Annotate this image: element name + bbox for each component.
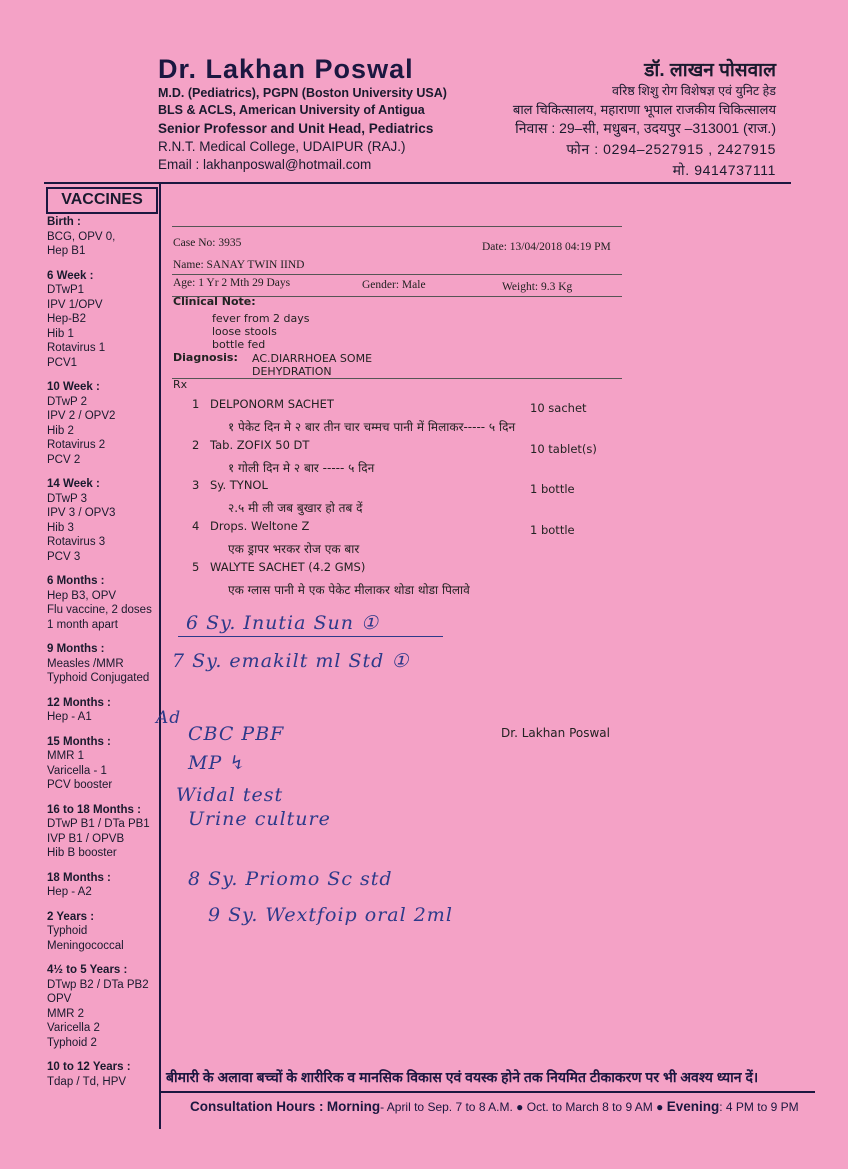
medication-dosage: १ पेकेट दिन मे २ बार तीन चार चम्मच पानी में मिलाकर----- ५ दिन bbox=[228, 420, 516, 434]
hindi-hospital: बाल चिकित्सालय, महाराणा भूपाल राजकीय चिकित्सालय bbox=[512, 102, 776, 117]
doctor-name-hindi: डॉ. लाखन पोसवाल bbox=[644, 60, 776, 81]
patient-name: Name: SANAY TWIN IIND bbox=[173, 259, 305, 271]
vaccine-item: Hep-B2 bbox=[47, 313, 86, 325]
handwritten-investigation: CBC PBF bbox=[188, 723, 285, 745]
vaccine-age-heading: 14 Week : bbox=[47, 478, 100, 490]
hindi-mobile: मो. 9414737111 bbox=[672, 162, 776, 178]
visit-date: Date: 13/04/2018 04:19 PM bbox=[482, 241, 611, 253]
vaccine-item: Typhoid 2 bbox=[47, 1036, 97, 1049]
patient-age: Age: 1 Yr 2 Mth 29 Days bbox=[173, 277, 291, 289]
vaccine-item: DTwP B1 / DTa PB1 bbox=[47, 818, 150, 830]
doctor-signature: Dr. Lakhan Poswal bbox=[501, 726, 610, 740]
vaccine-item: Flu vaccine, 2 doses bbox=[47, 604, 152, 616]
vaccine-age-heading: 6 Months : bbox=[47, 575, 105, 587]
vaccine-age-heading: 4½ to 5 Years : bbox=[47, 964, 128, 976]
vaccine-item: OPV bbox=[47, 993, 72, 1005]
vaccine-group bbox=[47, 642, 159, 686]
vaccine-group bbox=[47, 477, 159, 564]
vaccine-item: Rotavirus 2 bbox=[47, 439, 106, 451]
vaccine-group bbox=[47, 696, 159, 725]
medication-dosage: एक ड्रापर भरकर रोज एक बार bbox=[228, 542, 360, 556]
sidebar-divider bbox=[159, 184, 161, 1129]
vaccine-group bbox=[47, 803, 159, 861]
medication-name: Tab. ZOFIX 50 DT bbox=[210, 438, 310, 452]
vaccine-item: BCG, OPV 0, bbox=[47, 230, 116, 243]
medication-name: WALYTE SACHET (4.2 GMS) bbox=[210, 560, 366, 574]
vaccine-group bbox=[47, 269, 159, 371]
vaccine-item: DTwP 3 bbox=[47, 492, 88, 505]
vaccine-item: Typhoid Conjugated bbox=[47, 672, 150, 684]
hours-label: Consultation Hours : bbox=[190, 1099, 324, 1114]
morning-label: Morning bbox=[326, 1099, 381, 1114]
vaccine-item: PCV 2 bbox=[47, 453, 81, 466]
vaccine-group bbox=[47, 574, 159, 632]
clinical-note-line: bottle fed bbox=[212, 338, 266, 351]
rx-top-rule bbox=[172, 226, 622, 227]
vaccine-age-heading: 18 Months : bbox=[47, 871, 111, 884]
vaccine-group bbox=[47, 963, 159, 1050]
medication-number: 5 bbox=[192, 560, 200, 574]
medication-number: 4 bbox=[192, 519, 200, 533]
vaccine-item: Hib 2 bbox=[47, 424, 74, 437]
vaccine-item: PCV 3 bbox=[47, 550, 81, 563]
handwritten-underline bbox=[178, 636, 443, 637]
clinical-note-label: Clinical Note: bbox=[173, 295, 256, 308]
vaccine-item: MMR 1 bbox=[47, 750, 85, 762]
email-line: Email : lakhanposwal@hotmail.com bbox=[158, 157, 372, 172]
qualification-line: M.D. (Pediatrics), PGPN (Boston University USA) bbox=[158, 86, 447, 100]
consultation-hours bbox=[190, 1099, 799, 1114]
vaccine-item: Meningococcal bbox=[47, 939, 124, 952]
medication-dosage: १ गोली दिन मे २ बार ----- ५ दिन bbox=[228, 461, 375, 475]
case-number: Case No: 3935 bbox=[173, 237, 242, 249]
vaccine-item: IPV 1/OPV bbox=[47, 298, 103, 311]
medication-dosage: २.५ मी ली जब बुखार हो तब दें bbox=[228, 501, 363, 515]
doctor-name-english: Dr. Lakhan Poswal bbox=[158, 54, 414, 84]
diagnosis-line: AC.DIARRHOEA SOME bbox=[252, 352, 373, 365]
vaccine-group bbox=[47, 215, 159, 259]
vaccine-age-heading: 10 to 12 Years : bbox=[47, 1061, 131, 1073]
footer-message: बीमारी के अलावा बच्चों के शारीरिक व मानसिक विकास एवं वयस्क होने तक नियमित टीकाकरण पर भी अवश्य ध्यान दें। bbox=[166, 1069, 759, 1085]
handwritten-investigation: Widal test bbox=[176, 784, 284, 806]
vaccine-age-heading: 10 Week : bbox=[47, 381, 100, 393]
vaccine-group bbox=[47, 1060, 159, 1089]
vaccine-item: Hep B3, OPV bbox=[47, 589, 117, 602]
evening-label: Evening bbox=[666, 1099, 720, 1114]
morning-hours: - April to Sep. 7 to 8 A.M. ● Oct. to March 8 to 9 AM ● bbox=[380, 1100, 664, 1114]
header-divider bbox=[44, 182, 791, 184]
vaccine-age-heading: 16 to 18 Months : bbox=[47, 803, 141, 816]
vaccine-item: Tdap / Td, HPV bbox=[47, 1075, 127, 1088]
handwritten-investigation: MP ↯ bbox=[188, 752, 247, 774]
vaccine-item: Hep - A1 bbox=[47, 711, 92, 723]
designation-line: Senior Professor and Unit Head, Pediatrics bbox=[158, 121, 434, 136]
handwritten-med-6: 6 Sy. Inutia Sun ① bbox=[186, 612, 380, 634]
medication-dosage: एक ग्लास पानी मे एक पेकेट मीलाकर थोडा थोडा पिलावे bbox=[228, 583, 470, 597]
rx-rule bbox=[172, 378, 622, 379]
clinical-note-line: fever from 2 days bbox=[212, 312, 310, 325]
vaccine-item: DTwp B2 / DTa PB2 bbox=[47, 978, 149, 991]
vaccine-item: IPV 2 / OPV2 bbox=[47, 410, 116, 422]
vaccine-item: DTwP 2 bbox=[47, 395, 88, 408]
vaccine-item: Typhoid bbox=[47, 925, 88, 937]
hindi-designation: वरिष्ठ शिशु रोग विशेषज्ञ एवं युनिट हेड bbox=[612, 84, 776, 98]
medication-name: DELPONORM SACHET bbox=[210, 397, 334, 411]
handwritten-advice-label: Ad bbox=[156, 708, 182, 728]
vaccine-item: Hib 3 bbox=[47, 521, 74, 534]
vaccine-age-heading: 9 Months : bbox=[47, 643, 105, 655]
college-line: R.N.T. Medical College, UDAIPUR (RAJ.) bbox=[158, 139, 406, 154]
patient-gender: Gender: Male bbox=[362, 279, 426, 291]
vaccine-group bbox=[47, 871, 159, 900]
medication-quantity: 10 tablet(s) bbox=[530, 442, 597, 456]
evening-hours: : 4 PM to 9 PM bbox=[719, 1100, 799, 1114]
handwritten-med-7: 7 Sy. emakilt ml Std ① bbox=[172, 650, 410, 672]
vaccine-item: Hib 1 bbox=[47, 327, 74, 340]
footer-divider bbox=[161, 1091, 815, 1093]
medication-number: 3 bbox=[192, 478, 200, 492]
vaccine-item: Varicella - 1 bbox=[47, 764, 107, 777]
medication-number: 1 bbox=[192, 397, 200, 411]
vaccine-item: Varicella 2 bbox=[47, 1022, 100, 1034]
handwritten-med-8: 8 Sy. Priomo Sc std bbox=[188, 868, 393, 890]
medication-quantity: 1 bottle bbox=[530, 523, 575, 537]
vaccine-schedule bbox=[47, 215, 159, 1099]
vaccine-item: DTwP1 bbox=[47, 284, 85, 296]
hindi-address: निवास : 29–सी, मधुबन, उदयपुर –313001 (राज.) bbox=[515, 120, 776, 136]
vaccine-item: Rotavirus 3 bbox=[47, 536, 106, 548]
vaccine-age-heading: 2 Years : bbox=[47, 910, 95, 923]
rx-rule bbox=[172, 274, 622, 275]
vaccine-group bbox=[47, 380, 159, 467]
hindi-phone: फोन : 0294–2527915 , 2427915 bbox=[566, 141, 776, 157]
vaccine-age-heading: 6 Week : bbox=[47, 269, 94, 282]
vaccine-item: Hib B booster bbox=[47, 847, 117, 859]
vaccine-item: 1 month apart bbox=[47, 618, 118, 631]
vaccine-age-heading: 15 Months : bbox=[47, 735, 111, 748]
clinical-note-line: loose stools bbox=[212, 325, 277, 338]
patient-weight: Weight: 9.3 Kg bbox=[502, 281, 573, 293]
vaccines-title: VACCINES bbox=[61, 191, 143, 208]
medication-name: Sy. TYNOL bbox=[210, 478, 268, 492]
rx-label: Rx bbox=[173, 378, 188, 391]
medication-name: Drops. Weltone Z bbox=[210, 519, 310, 533]
vaccine-item: IPV 3 / OPV3 bbox=[47, 507, 116, 519]
vaccine-group bbox=[47, 735, 159, 793]
vaccine-item: Hep - A2 bbox=[47, 886, 92, 898]
qualification-line: BLS & ACLS, American University of Antigua bbox=[158, 103, 425, 117]
vaccine-item: PCV booster bbox=[47, 779, 113, 791]
vaccine-item: Rotavirus 1 bbox=[47, 342, 106, 354]
handwritten-investigation: Urine culture bbox=[188, 808, 331, 830]
vaccine-group bbox=[47, 910, 159, 954]
vaccine-item: Measles /MMR bbox=[47, 657, 124, 670]
handwritten-med-9: 9 Sy. Wextfoip oral 2ml bbox=[208, 904, 453, 926]
vaccines-title-box bbox=[46, 187, 158, 214]
vaccine-item: MMR 2 bbox=[47, 1007, 85, 1020]
vaccine-age-heading: Birth : bbox=[47, 216, 81, 228]
vaccine-item: IVP B1 / OPVB bbox=[47, 832, 125, 845]
medication-quantity: 10 sachet bbox=[530, 401, 587, 415]
medication-quantity: 1 bottle bbox=[530, 482, 575, 496]
medication-number: 2 bbox=[192, 438, 200, 452]
diagnosis-label: Diagnosis: bbox=[173, 351, 238, 364]
diagnosis-line: DEHYDRATION bbox=[252, 365, 332, 378]
vaccine-age-heading: 12 Months : bbox=[47, 696, 111, 709]
vaccine-item: PCV1 bbox=[47, 356, 78, 369]
vaccine-item: Hep B1 bbox=[47, 245, 86, 257]
